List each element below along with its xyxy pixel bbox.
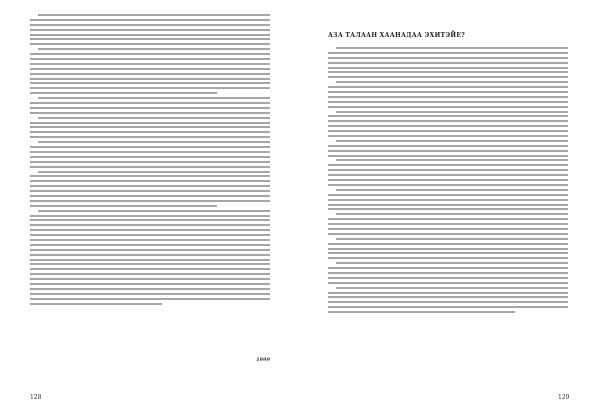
left-page-body bbox=[30, 14, 270, 307]
right-page-body bbox=[328, 14, 568, 316]
left-page-number: 128 bbox=[30, 394, 42, 401]
article-year: 1999 bbox=[256, 357, 270, 363]
article-heading: АЗА ТАЛААН ХААНАДАА ЭХИТЭЙЕ? bbox=[328, 32, 466, 39]
right-page-number: 129 bbox=[558, 394, 570, 401]
